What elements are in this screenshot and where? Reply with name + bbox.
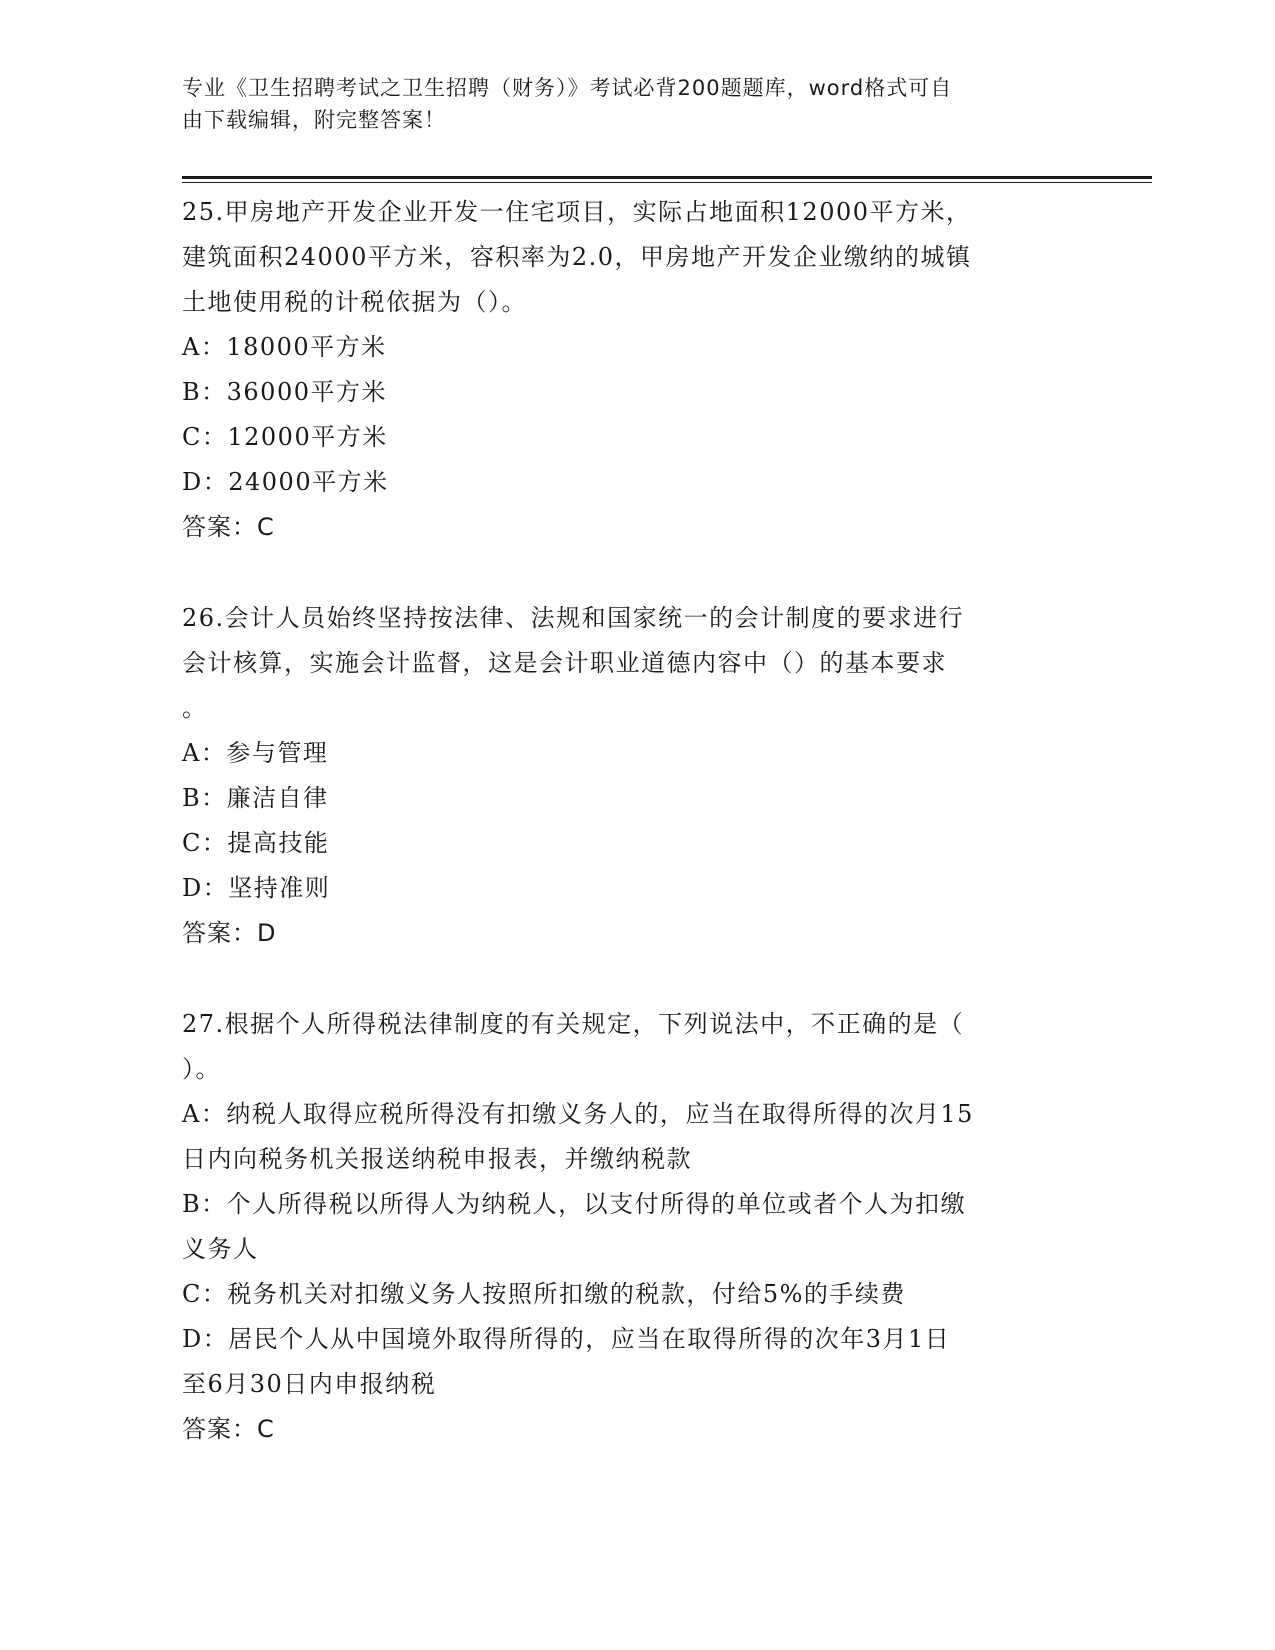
header-line-1: 专业《卫生招聘考试之卫生招聘（财务）》考试必背200题题库，word格式可自 bbox=[182, 76, 953, 100]
answer-line: 答案：C bbox=[182, 513, 275, 541]
option-d: D：居民个人从中国境外取得所得的，应当在取得所得的次年3月1日 bbox=[182, 1325, 951, 1353]
option-d: D：24000平方米 bbox=[182, 468, 389, 496]
option-c: C：12000平方米 bbox=[182, 423, 388, 451]
option-b: B：廉洁自律 bbox=[182, 784, 329, 812]
option-b: B：个人所得税以所得人为纳税人，以支付所得的单位或者个人为扣缴 bbox=[182, 1190, 967, 1218]
answer-line: 答案：C bbox=[182, 1415, 275, 1443]
answer-line: 答案：D bbox=[182, 919, 277, 947]
question-stem-line: 25.甲房地产开发企业开发一住宅项目，实际占地面积12000平方米， bbox=[182, 198, 972, 226]
header-divider-thick bbox=[182, 176, 1152, 179]
question-stem-line: ）。 bbox=[182, 1055, 221, 1083]
question-stem-line: 27.根据个人所得税法律制度的有关规定，下列说法中，不正确的是（ bbox=[182, 1010, 965, 1038]
option-d-continued: 至6月30日内申报纳税 bbox=[182, 1370, 437, 1398]
question-stem-line: 。 bbox=[182, 694, 208, 722]
question-stem-line: 26.会计人员始终坚持按法律、法规和国家统一的会计制度的要求进行 bbox=[182, 604, 965, 632]
question-stem-line: 土地使用税的计税依据为（）。 bbox=[182, 288, 527, 316]
option-a: A：18000平方米 bbox=[182, 333, 387, 361]
header-divider-thin bbox=[182, 182, 1152, 183]
option-c: C：税务机关对扣缴义务人按照所扣缴的税款，付给5%的手续费 bbox=[182, 1280, 906, 1308]
question-stem-line: 建筑面积24000平方米，容积率为2.0，甲房地产开发企业缴纳的城镇 bbox=[182, 243, 972, 271]
header-line-2: 由下载编辑，附完整答案！ bbox=[182, 108, 446, 132]
question-stem-line: 会计核算，实施会计监督，这是会计职业道德内容中（）的基本要求 bbox=[182, 649, 947, 677]
document-header bbox=[182, 72, 1042, 136]
option-a: A：参与管理 bbox=[182, 739, 329, 767]
option-b-continued: 义务人 bbox=[182, 1235, 259, 1263]
option-b: B：36000平方米 bbox=[182, 378, 387, 406]
option-d: D：坚持准则 bbox=[182, 874, 331, 902]
option-a-continued: 日内向税务机关报送纳税申报表，并缴纳税款 bbox=[182, 1145, 692, 1173]
option-c: C：提高技能 bbox=[182, 829, 330, 857]
question-27 bbox=[182, 1002, 1082, 1452]
question-26 bbox=[182, 596, 1082, 956]
option-a: A：纳税人取得应税所得没有扣缴义务人的，应当在取得所得的次月15 bbox=[182, 1100, 974, 1128]
question-list bbox=[182, 190, 1082, 1498]
question-25 bbox=[182, 190, 1082, 550]
